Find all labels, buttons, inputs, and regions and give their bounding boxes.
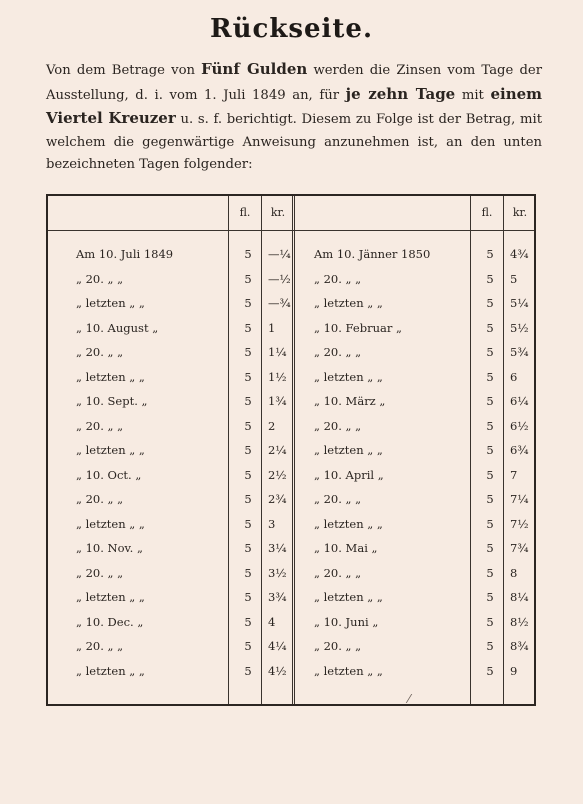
table-row [48, 659, 533, 683]
cell-fl-right: 5 [486, 590, 494, 604]
cell-kr-left: —¼ [268, 247, 291, 261]
cell-date-left: „ letzten „ „ [76, 590, 145, 604]
cell-date-right: „ letzten „ „ [314, 296, 383, 310]
table-row [48, 512, 533, 536]
paragraph-text-4: u. s. f. berichtigt. Diesem zu Folge ist der Betrag, mit welchem die gegenwärtige Anweisung anzunehmen ist, an den unten bezeichneten Tagen folgender: [46, 112, 543, 172]
cell-date-right: „ letzten „ „ [314, 516, 383, 531]
cell-date-right: „ 20. „ „ [314, 418, 362, 433]
cell-fl-left: 5 [244, 296, 252, 310]
cell-kr-right: 6¾ [510, 443, 529, 457]
cell-kr-right: 9 [510, 663, 518, 678]
cell-kr-left: 1 [268, 320, 276, 335]
cell-date-right: „ 20. „ „ [314, 271, 362, 286]
cell-fl-right: 5 [486, 663, 494, 678]
period-emphasis: je zehn Tage [345, 84, 456, 103]
table-row [48, 610, 533, 634]
cell-kr-right: 8¾ [510, 639, 529, 653]
cell-fl-left: 5 [244, 663, 252, 678]
table-row [48, 267, 533, 291]
cell-fl-right: 5 [486, 565, 494, 580]
cell-date-left: „ 10. Sept. „ [76, 394, 148, 408]
cell-kr-left: 2½ [268, 467, 287, 482]
cell-date-left: „ 20. „ „ [76, 418, 124, 433]
amount-emphasis: Fünf Gulden [201, 60, 308, 78]
header-fl-right: fl. [481, 206, 493, 219]
cell-kr-left: 4¼ [268, 639, 287, 653]
cell-kr-left: —½ [268, 271, 291, 286]
interest-description [46, 58, 542, 177]
cell-date-right: „ letzten „ „ [314, 369, 383, 384]
table-row [48, 316, 533, 340]
cell-fl-left: 5 [244, 516, 252, 531]
cell-fl-left: 5 [244, 467, 252, 482]
cell-date-right: „ letzten „ „ [314, 590, 383, 604]
cell-fl-right: 5 [486, 541, 494, 555]
cell-date-left: „ letzten „ „ [76, 443, 145, 457]
cell-kr-left: 1½ [268, 369, 287, 384]
cell-kr-right: 5 [510, 271, 518, 286]
cell-date-right: „ letzten „ „ [314, 663, 383, 678]
cell-date-right: „ 20. „ „ [314, 639, 362, 653]
cell-date-right: „ letzten „ „ [314, 443, 383, 457]
cell-fl-right: 5 [486, 443, 494, 457]
cell-date-right: „ 10. Juni „ [314, 614, 379, 629]
cell-kr-right: 5¼ [510, 296, 529, 310]
cell-kr-right: 7¼ [510, 492, 529, 506]
cell-kr-left: 1¼ [268, 345, 287, 359]
cell-fl-left: 5 [244, 394, 252, 408]
cell-kr-left: 3½ [268, 565, 287, 580]
cell-kr-left: 3 [268, 516, 276, 531]
cell-date-left: „ 20. „ „ [76, 565, 124, 580]
header-kr-right: kr. [512, 206, 528, 219]
cell-fl-right: 5 [486, 320, 494, 335]
cell-kr-left: 1¾ [268, 394, 287, 408]
table-row [48, 585, 533, 609]
cell-kr-right: 8 [510, 565, 518, 580]
cell-fl-left: 5 [244, 369, 252, 384]
cell-date-right: Am 10. Jänner 1850 [314, 247, 431, 261]
cell-date-right: „ 20. „ „ [314, 492, 362, 506]
cell-kr-right: 7 [510, 467, 518, 482]
table-row [48, 438, 533, 462]
paragraph-text-2: werden die Zinsen vom Tage der Ausstellung, d. i. vom 1. Juli 1849 an, für [46, 63, 542, 103]
cell-kr-right: 6 [510, 369, 518, 384]
cell-kr-left: 4 [268, 614, 276, 629]
cell-date-left: „ 20. „ „ [76, 639, 124, 653]
cell-fl-right: 5 [486, 516, 494, 531]
cell-date-right: „ 20. „ „ [314, 345, 362, 359]
interest-table [46, 194, 536, 706]
table-row [48, 536, 533, 560]
table-row [48, 340, 533, 364]
cell-kr-right: 7½ [510, 516, 529, 531]
cell-kr-left: 2¼ [268, 443, 287, 457]
cell-kr-left: 3¼ [268, 541, 287, 555]
cell-date-left: „ 20. „ „ [76, 345, 124, 359]
cell-date-right: „ 10. Mai „ [314, 541, 378, 555]
cell-fl-right: 5 [486, 369, 494, 384]
cell-fl-right: 5 [486, 394, 494, 408]
cell-fl-right: 5 [486, 247, 494, 261]
cell-kr-right: 6½ [510, 418, 529, 433]
table-row [48, 414, 533, 438]
cell-fl-left: 5 [244, 320, 252, 335]
cell-date-left: „ letzten „ „ [76, 663, 145, 678]
header-rule [48, 230, 534, 231]
rate-emphasis: einem Viertel Kreuzer [46, 84, 543, 127]
cell-date-left: „ 10. Dec. „ [76, 614, 144, 629]
cell-date-left: „ letzten „ „ [76, 369, 145, 384]
cell-date-left: „ 10. Nov. „ [76, 541, 143, 555]
cell-fl-right: 5 [486, 418, 494, 433]
cell-date-left: „ 20. „ „ [76, 492, 124, 506]
cell-fl-right: 5 [486, 271, 494, 286]
cell-fl-left: 5 [244, 247, 252, 261]
cell-date-left: Am 10. Juli 1849 [76, 247, 174, 261]
cell-kr-right: 8¼ [510, 590, 529, 604]
cell-kr-right: 5¾ [510, 345, 529, 359]
table-row [48, 634, 533, 658]
cell-kr-left: 2¾ [268, 492, 287, 506]
cell-fl-left: 5 [244, 541, 252, 555]
cell-fl-right: 5 [486, 492, 494, 506]
cell-kr-right: 4¾ [510, 247, 529, 261]
page-title: Rückseite. [209, 14, 374, 44]
cell-kr-right: 7¾ [510, 541, 529, 555]
cell-fl-left: 5 [244, 418, 252, 433]
header-fl-left: fl. [239, 206, 251, 219]
cell-date-right: „ 20. „ „ [314, 565, 362, 580]
cell-date-left: „ 20. „ „ [76, 271, 124, 286]
cell-date-right: „ 10. März „ [314, 394, 386, 408]
paragraph-text-1: Von dem Betrage von [46, 63, 202, 78]
cell-fl-right: 5 [486, 345, 494, 359]
cell-date-right: „ 10. Februar „ [314, 320, 402, 335]
cell-kr-left: 3¾ [268, 590, 287, 604]
ink-mark: ⁄ [408, 692, 411, 706]
table-row [48, 242, 533, 266]
cell-fl-left: 5 [244, 614, 252, 629]
table-row [48, 389, 533, 413]
cell-fl-left: 5 [244, 565, 252, 580]
cell-fl-right: 5 [486, 467, 494, 482]
table-row [48, 463, 533, 487]
cell-fl-right: 5 [486, 639, 494, 653]
table-row [48, 561, 533, 585]
cell-kr-left: 2 [268, 418, 276, 433]
cell-fl-left: 5 [244, 590, 252, 604]
cell-fl-left: 5 [244, 492, 252, 506]
cell-kr-right: 6¼ [510, 394, 529, 408]
cell-date-right: „ 10. April „ [314, 467, 384, 482]
paragraph-text-3: mit [455, 87, 491, 103]
cell-kr-left: 4½ [268, 663, 287, 678]
cell-fl-left: 5 [244, 639, 252, 653]
table-row [48, 487, 533, 511]
header-kr-left: kr. [270, 206, 286, 219]
cell-kr-right: 5½ [510, 320, 529, 335]
cell-fl-left: 5 [244, 345, 252, 359]
cell-date-left: „ 10. Oct. „ [76, 467, 142, 482]
table-row [48, 365, 533, 389]
cell-fl-right: 5 [486, 614, 494, 629]
cell-fl-right: 5 [486, 296, 494, 310]
cell-fl-left: 5 [244, 271, 252, 286]
cell-date-left: „ letzten „ „ [76, 296, 145, 310]
cell-fl-left: 5 [244, 443, 252, 457]
cell-kr-right: 8½ [510, 614, 529, 629]
cell-kr-left: —¾ [268, 296, 291, 310]
table-row [48, 291, 533, 315]
cell-date-left: „ 10. August „ [76, 320, 159, 335]
cell-date-left: „ letzten „ „ [76, 516, 145, 531]
